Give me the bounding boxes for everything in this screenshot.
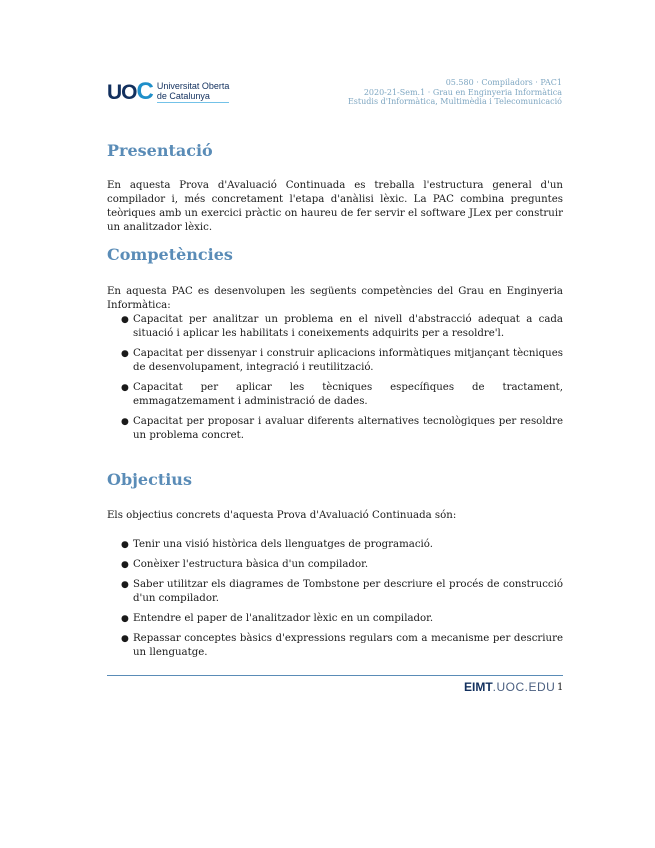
bullet-icon: ● (121, 349, 129, 359)
bullet-icon: ● (121, 540, 129, 550)
bullet-icon: ● (121, 580, 129, 590)
presentacio-paragraph: En aquesta Prova d'Avaluació Continuada es treballa l'estructura general d'un compilador i, més concretament l'etapa d'anàlisi lèxic. La PAC combina preguntes teòriques amb un exercici pràctic on haureu de fer servir el software JLex per construir un analitzador lèxic. (107, 180, 563, 233)
footer-divider (107, 675, 563, 676)
bullet-icon: ● (121, 614, 129, 624)
list-item (107, 632, 563, 660)
list-item-text: Saber utilitzar els diagrames de Tombstone per descriure el procés de construcció d'un compilador. (133, 579, 563, 604)
footer-brand (464, 680, 555, 694)
section-title-objectius: Objectius (107, 470, 192, 489)
list-item (107, 415, 563, 443)
bullet-icon: ● (121, 634, 129, 644)
list-item (107, 538, 563, 552)
section-title-presentacio: Presentació (107, 141, 213, 160)
list-item-text: Capacitat per proposar i avaluar diferents alternatives tecnològiques per resoldre un problema concret. (133, 416, 563, 441)
bullet-icon: ● (121, 560, 129, 570)
uoc-logo-mark: UOC (107, 78, 153, 105)
course-line-2: 2020-21-Sem.1 · Grau en Enginyeria Informàtica (363, 87, 562, 97)
list-item (107, 558, 563, 572)
competencies-intro: En aquesta PAC es desenvolupen les següents competències del Grau en Enginyeria Informàtica: (107, 286, 563, 311)
course-info (348, 78, 562, 107)
competencies-list (107, 313, 563, 449)
logo-line-1: Universitat Oberta (156, 81, 230, 91)
course-line-1: 05.580 · Compiladors · PAC1 (445, 78, 562, 87)
list-item-text: Capacitat per analitzar un problema en el nivell d'abstracció adequat a cada situació i aplicar les habilitats i coneixements adquirits per a resoldre'l. (133, 314, 563, 339)
list-item (107, 612, 563, 626)
list-item (107, 347, 563, 375)
list-item (107, 381, 563, 409)
objectius-intro: Els objectius concrets d'aquesta Prova d'Avaluació Continuada són: (107, 510, 457, 521)
bullet-icon: ● (121, 417, 129, 427)
footer-brand-light: .UOC.EDU (492, 680, 556, 694)
list-item-text: Tenir una visió històrica dels llenguatges de programació. (133, 539, 434, 550)
list-item (107, 578, 563, 606)
list-item-text: Conèixer l'estructura bàsica d'un compilador. (133, 559, 369, 570)
logo-line-2: de Catalunya (156, 91, 210, 101)
section-title-competencies: Competències (107, 245, 233, 264)
bullet-icon: ● (121, 315, 129, 325)
objectius-list (107, 538, 563, 666)
uoc-logo (107, 80, 229, 104)
list-item-text: Capacitat per dissenyar i construir aplicacions informàtiques mitjançant tècniques de desenvolupament, integració i reutilització. (133, 348, 563, 373)
footer-brand-bold: EIMT (464, 680, 493, 694)
list-item-text: Repassar conceptes bàsics d'expressions regulars com a mecanisme per descriure un llenguatge. (133, 633, 563, 658)
list-item-text: Capacitat per aplicar les tècniques específiques de tractament, emmagatzemament i administració de dades. (133, 382, 563, 407)
list-item (107, 313, 563, 341)
course-line-3: Estudis d'Informàtica, Multimèdia i Telecomunicació (347, 97, 562, 106)
list-item-text: Entendre el paper de l'analitzador lèxic en un compilador. (133, 613, 434, 624)
page-header (0, 0, 655, 125)
page-number: 1 (557, 682, 564, 693)
bullet-icon: ● (121, 383, 129, 393)
uoc-logo-text (157, 81, 230, 103)
